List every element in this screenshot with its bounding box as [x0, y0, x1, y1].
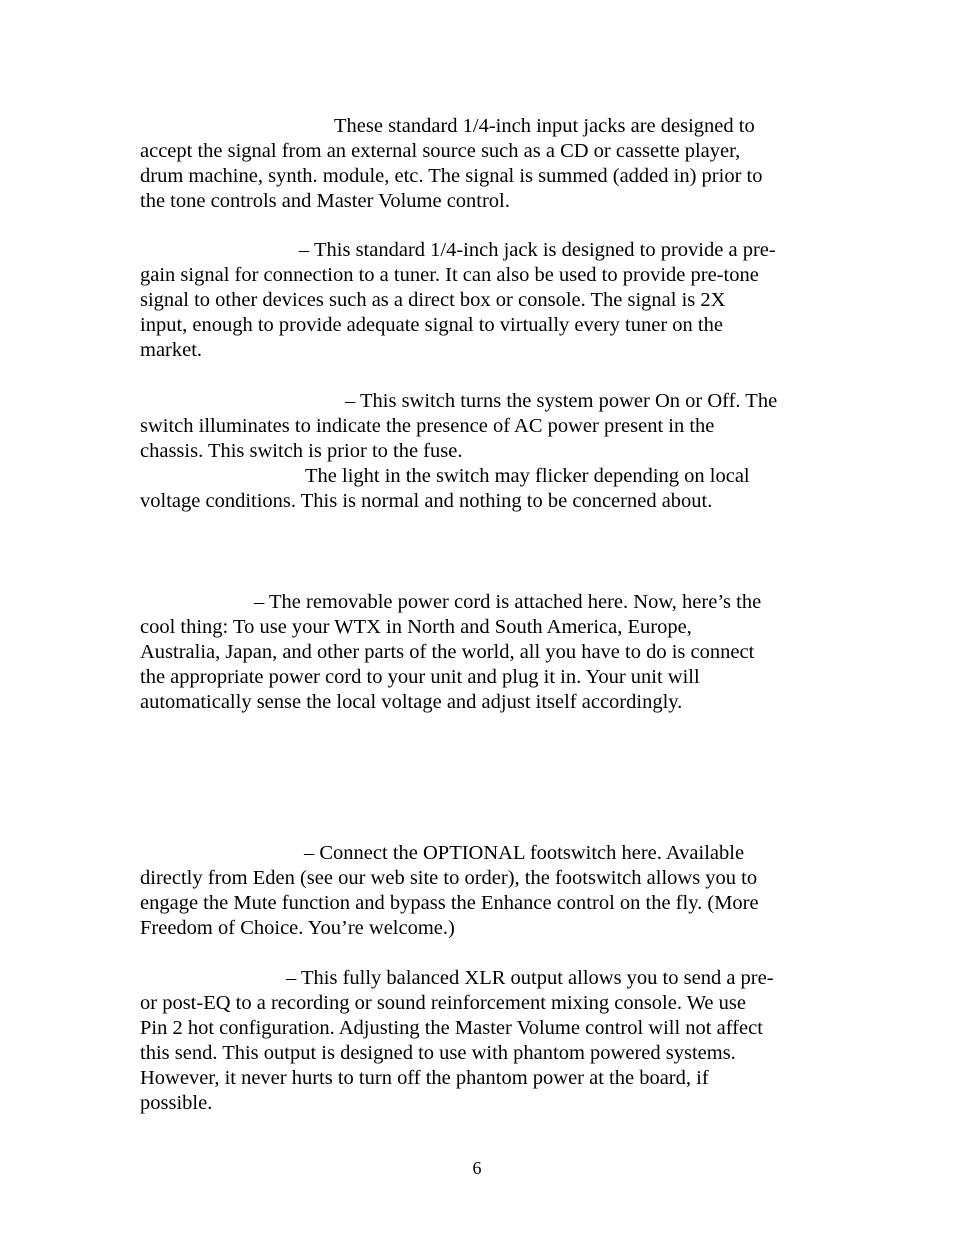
paragraph-line: gain signal for connection to a tuner. It can also be used to provide pre-tone: [140, 264, 759, 286]
paragraph-line: – The removable power cord is attached here. Now, here’s the: [254, 591, 762, 613]
paragraph-line: – This standard 1/4-inch jack is designed to provide a pre-: [299, 239, 776, 261]
paragraph-line: the tone controls and Master Volume control.: [140, 190, 510, 212]
paragraph-line: – This fully balanced XLR output allows you to send a pre-: [286, 967, 774, 989]
paragraph-line: market.: [140, 339, 203, 361]
footswitch-paragraph: [140, 841, 820, 941]
paragraph-line: – Connect the OPTIONAL footswitch here. Available: [304, 842, 745, 864]
paragraph-line: input, enough to provide adequate signal to virtually every tuner on the: [140, 314, 723, 336]
paragraph-line: voltage conditions. This is normal and nothing to be concerned about.: [140, 490, 713, 512]
paragraph-line: However, it never hurts to turn off the phantom power at the board, if: [140, 1067, 709, 1089]
paragraph-line: or post-EQ to a recording or sound reinforcement mixing console. We use: [140, 992, 746, 1014]
paragraph-line: switch illuminates to indicate the presence of AC power present in the: [140, 415, 715, 437]
paragraph-line: this send. This output is designed to use with phantom powered systems.: [140, 1042, 736, 1064]
xlr-out-paragraph: [140, 966, 820, 1116]
paragraph-line: The light in the switch may flicker depending on local: [305, 465, 750, 487]
page-number: 6: [472, 1158, 482, 1178]
power-switch-paragraph: [140, 389, 820, 514]
paragraph-line: – This switch turns the system power On or Off. The: [345, 390, 778, 412]
aux-input-paragraph: [140, 114, 820, 214]
paragraph-line: Pin 2 hot configuration. Adjusting the Master Volume control will not affect: [140, 1017, 763, 1039]
paragraph-line: Freedom of Choice. You’re welcome.): [140, 917, 455, 939]
paragraph-line: automatically sense the local voltage and adjust itself accordingly.: [140, 691, 683, 713]
paragraph-line: directly from Eden (see our web site to order), the footswitch allows you to: [140, 867, 758, 889]
paragraph-line: accept the signal from an external source such as a CD or cassette player,: [140, 140, 741, 162]
power-cord-paragraph: [140, 590, 820, 715]
paragraph-line: the appropriate power cord to your unit and plug it in. Your unit will: [140, 666, 700, 688]
paragraph-line: drum machine, synth. module, etc. The signal is summed (added in) prior to: [140, 165, 763, 187]
paragraph-line: Australia, Japan, and other parts of the world, all you have to do is connect: [140, 641, 755, 663]
paragraph-line: signal to other devices such as a direct box or console. The signal is 2X: [140, 289, 726, 311]
paragraph-line: These standard 1/4-inch input jacks are designed to: [334, 115, 755, 137]
tuner-out-paragraph: [140, 238, 820, 363]
paragraph-line: engage the Mute function and bypass the Enhance control on the fly. (More: [140, 892, 759, 914]
paragraph-line: chassis. This switch is prior to the fuse.: [140, 440, 463, 462]
paragraph-line: possible.: [140, 1092, 213, 1114]
paragraph-line: cool thing: To use your WTX in North and South America, Europe,: [140, 616, 692, 638]
